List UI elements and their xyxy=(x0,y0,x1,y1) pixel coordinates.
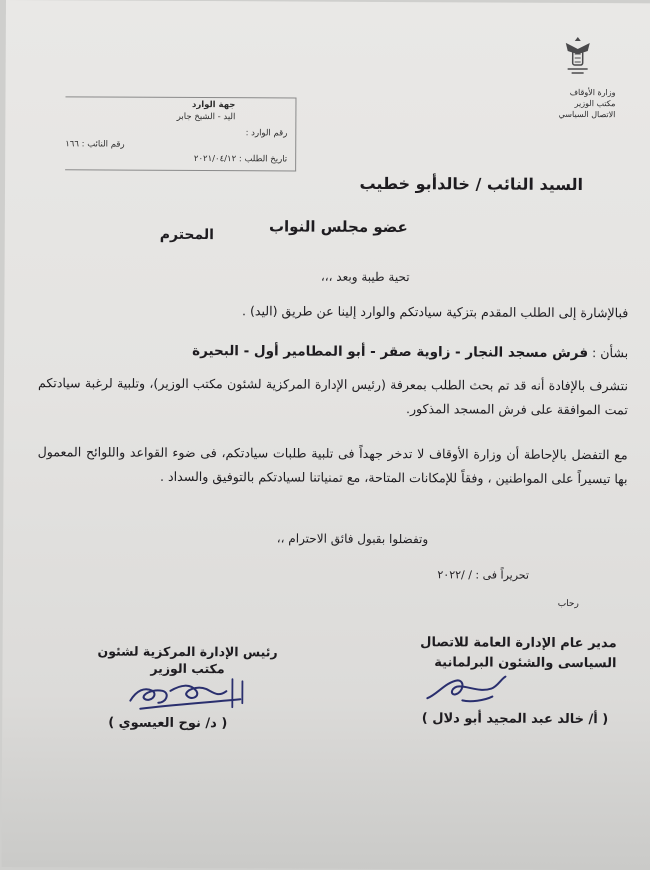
handwritten-signature-left xyxy=(120,671,260,717)
stamp-request-date: تاريخ الطلب : ٢٠٢١/٠٤/١٢ xyxy=(193,153,288,165)
respected-label: المحترم xyxy=(159,226,215,244)
letter-page xyxy=(1,0,650,870)
closing-line: وتفضلوا بقبول فائق الاحترام ،، xyxy=(276,531,429,547)
signatory-left-name: ( د/ نوح العيسوي ) xyxy=(108,715,228,732)
stamp-source: اليد - الشيخ جابر xyxy=(176,111,236,123)
subject-text: فرش مسجد النجار - زاوية صقر - أبو المطامير أول - البحيرة xyxy=(192,342,589,362)
paragraph-approval: نتشرف بالإفادة أنه قد تم بحث الطلب بمعرفة (رئيس الإدارة المركزية لشئون مكتب الوزير)، وتلبية لرغبة سيادتكم تمت الموافقة على فرش المسجد المذكور. xyxy=(37,375,629,418)
signatory-left-line: رئيس الإدارة المركزية لشئون xyxy=(97,643,278,660)
member-title: عضو مجلس النواب xyxy=(268,217,408,237)
subject-line xyxy=(192,343,628,361)
signatory-left-line: مكتب الوزير xyxy=(150,660,225,677)
ministry-line: الاتصال السياسي xyxy=(558,109,616,120)
addressee: السيد النائب / خالدأبو خطيب xyxy=(359,173,584,195)
incoming-stamp xyxy=(65,96,296,171)
ministry-line: وزارة الأوقاف xyxy=(569,87,616,98)
signatory-right-name: ( أ/ خالد عبد المجيد أبو دلال ) xyxy=(421,711,609,728)
stamp-incoming-no: رقم الوارد : xyxy=(245,128,288,139)
greeting: تحية طيبة وبعد ،،، xyxy=(320,269,410,285)
stamp-title: جهة الوارد xyxy=(191,99,236,111)
issue-date: تحريراً فى : / /٢٠٢٢ xyxy=(437,568,530,582)
ministry-line: مكتب الوزير xyxy=(574,98,616,109)
typist-initials: رحاب xyxy=(557,598,579,610)
signatory-right-title xyxy=(376,633,616,674)
signatory-right-line: مدير عام الإدارة العامة للاتصال xyxy=(420,635,617,652)
paragraph-notice: مع التفضل بالإحاطة أن وزارة الأوقاف لا تدخر جهداً فى تلبية طلبات سيادتكم، فى ضوء القواعد واللوائح المعمول بها تيسيراً على المواطنين ، وفقاً للإمكانات المتاحة، مع تمنياتنا لسيادتكم بالتوفيق والسداد . xyxy=(37,444,628,487)
handwritten-signature-right xyxy=(422,670,542,711)
signatory-right-line: السياسى والشئون البرلمانية xyxy=(434,655,617,672)
egypt-eagle-emblem-icon xyxy=(560,33,596,77)
stamp-deputy-no: رقم النائب : ١٦٦ xyxy=(65,139,125,150)
subject-prefix: بشأن : xyxy=(592,345,629,361)
ministry-header xyxy=(525,87,615,120)
paragraph-reference: فبالإشارة إلى الطلب المقدم بتزكية سيادتكم والوارد إلينا عن طريق (اليد) . xyxy=(241,303,629,321)
